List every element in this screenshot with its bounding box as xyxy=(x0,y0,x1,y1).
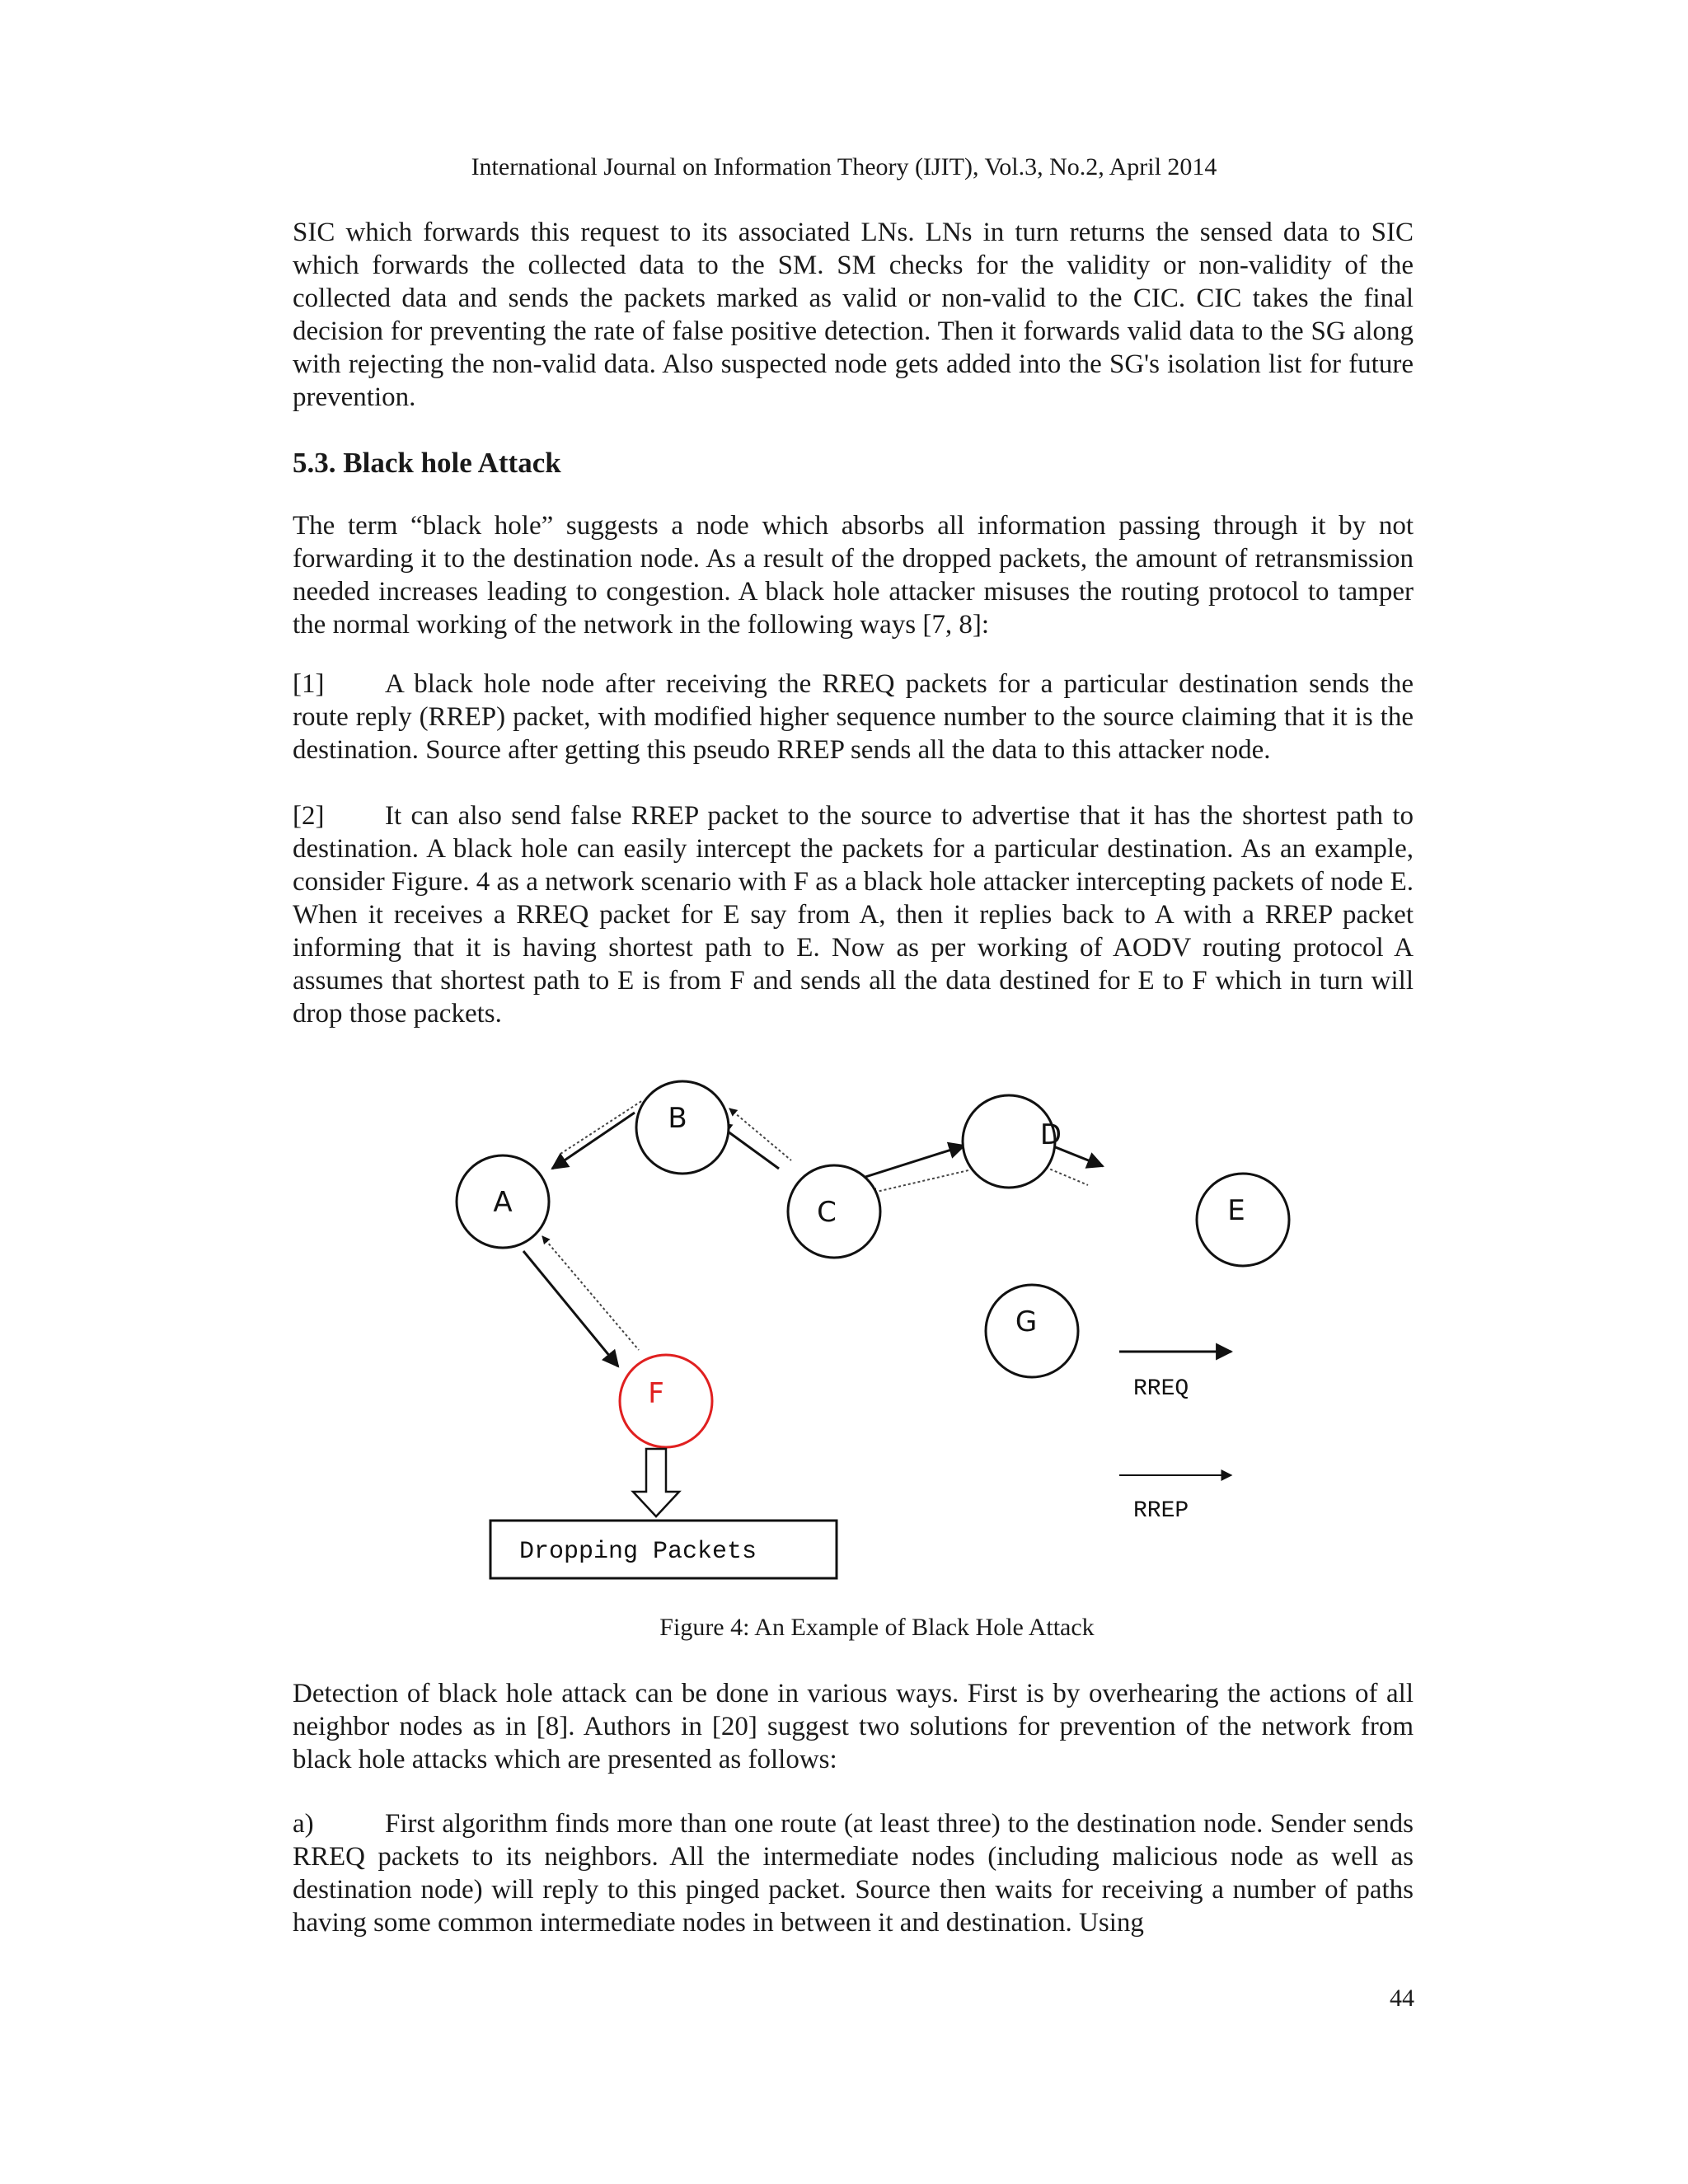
arrow-b-c-dotted xyxy=(729,1108,791,1160)
list-text-a: First algorithm finds more than one route (at least three) to the destination node. Sender sends RREQ packets to its neighbors. All the intermediate nodes (including malicious node as well as destination node) will reply to this pinged packet. Source then waits for receiving a number of paths having some common intermediate nodes in between it and destination. Using xyxy=(293,1809,1414,1938)
node-g-label: G xyxy=(1015,1305,1038,1338)
paragraph-continuation: SIC which forwards this request to its associated LNs. LNs in turn returns the sensed data to SIC which forwards the collected data to the SM. SM checks for the validity or non-validity of the collected data and sends the packets marked as valid or non-valid to the CIC. CIC takes the final decision for preventing the rate of false positive detection. Then it forwards valid data to the SG along with rejecting the non-valid data. Also suspected node gets added into the SG's isolation list for future prevention. xyxy=(293,218,1414,412)
list-marker-a: a) xyxy=(293,1809,314,1839)
node-g xyxy=(986,1285,1078,1377)
dropping-packets-box xyxy=(490,1521,837,1578)
node-d xyxy=(963,1095,1062,1188)
arrow-a-b-solid xyxy=(552,1113,635,1169)
figure-caption: Figure 4: An Example of Black Hole Attack xyxy=(659,1614,1095,1641)
node-f-label: F xyxy=(648,1377,664,1410)
node-c-label: C xyxy=(817,1196,837,1229)
legend-rreq xyxy=(1119,1352,1231,1402)
node-b-label: B xyxy=(668,1102,687,1135)
node-f-attacker xyxy=(620,1355,712,1447)
node-e xyxy=(1197,1174,1289,1266)
legend-rrep xyxy=(1119,1475,1231,1524)
node-b xyxy=(636,1081,729,1174)
page-number: 44 xyxy=(1390,1985,1414,2012)
list-text-1: A black hole node after receiving the RREQ packets for a particular destination sends the route reply (RREP) packet, with modified higher sequence number to the source claiming that it is the destination. Source after getting this pseudo RREP sends all the data to this attacker node. xyxy=(293,669,1414,765)
section-heading: 5.3. Black hole Attack xyxy=(293,447,561,479)
legend-rrep-label: RREP xyxy=(1133,1498,1189,1524)
node-a xyxy=(457,1155,549,1248)
node-c xyxy=(788,1165,880,1258)
arrow-c-d-dotted xyxy=(870,1170,968,1193)
list-marker-2: [2] xyxy=(293,801,325,831)
running-header: International Journal on Information Theory (IJIT), Vol.3, No.2, April 2014 xyxy=(471,153,1217,180)
figure-black-hole-diagram xyxy=(453,1063,1294,1591)
list-marker-1: [1] xyxy=(293,669,325,699)
legend-rreq-label: RREQ xyxy=(1133,1376,1189,1402)
list-item-2 xyxy=(293,799,1414,1030)
paragraph-detection: Detection of black hole attack can be done in various ways. First is by overhearing the actions of all neighbor nodes as in [8]. Authors in [20] suggest two solutions for prevention of the network from black hole attacks which are presented as follows: xyxy=(293,1679,1414,1774)
arrow-a-b-dotted xyxy=(560,1100,643,1154)
list-item-a xyxy=(293,1807,1414,1939)
list-item-1 xyxy=(293,668,1414,766)
arrow-c-d-solid xyxy=(865,1146,964,1177)
drop-arrow-icon xyxy=(633,1449,679,1516)
dropping-packets-label: Dropping Packets xyxy=(519,1538,757,1566)
paragraph-black-hole-intro: The term “black hole” suggests a node which absorbs all information passing through it by not forwarding it to the destination node. As a result of the dropped packets, the amount of retransmission needed increases leading to congestion. A black hole attacker misuses the routing protocol to tamper the normal working of the network in the following ways [7, 8]: xyxy=(293,511,1414,640)
node-e-label: E xyxy=(1227,1194,1245,1227)
node-a-label: A xyxy=(493,1186,513,1219)
node-d-label: D xyxy=(1039,1118,1062,1151)
list-text-2: It can also send false RREP packet to the source to advertise that it has the shortest path to destination. A black hole can easily intercept the packets for a particular destination. As an example, consider Figure. 4 as a network scenario with F as a black hole attacker intercepting packets of node E. When it receives a RREQ packet for E say from A, then it replies back to A with a RREP packet informing that it is having shortest path to E. Now as per working of AODV routing protocol A assumes that shortest path to E is from F and sends all the data destined for E to F which in turn will drop those packets. xyxy=(293,801,1414,1029)
